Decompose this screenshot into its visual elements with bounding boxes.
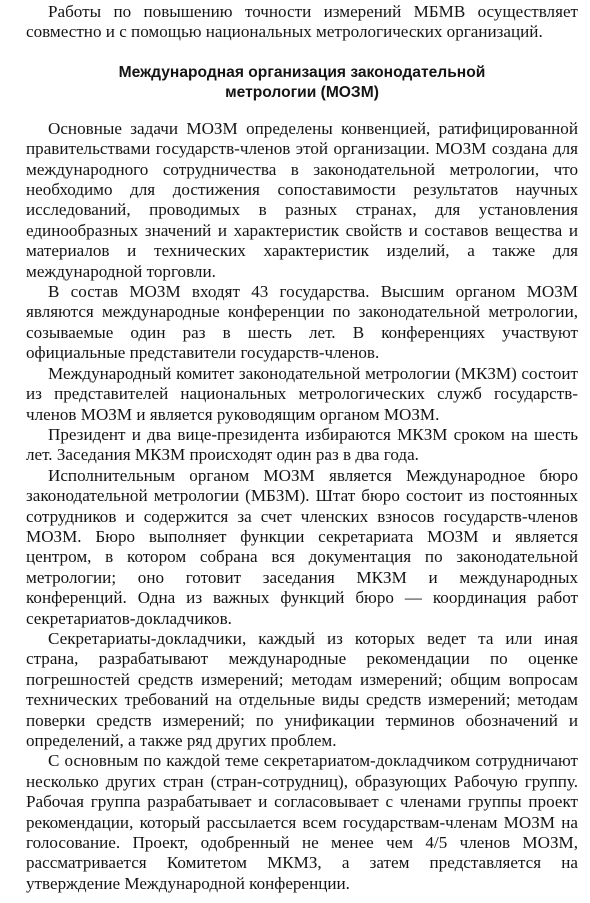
paragraph-president: Президент и два вице-президента избираются МКЗМ сроком на шесть лет. Заседания МКЗМ происходят один раз в два года.: [26, 424, 578, 465]
paragraph-bureau: Исполнительным органом МОЗМ является Международное бюро законодательной метрологии (МБЗМ). Штат бюро состоит из постоянных сотрудников и содержится за счет членских взносов государств-членов МОЗМ. Бюро выполняет функции секретариата МОЗМ и является центром, в котором собрана вся документация по законодательной метрологии; оно готовит заседания МКЗМ и международных конференций. Одна из важных функций бюро — координация работ секретариатов-докладчиков.: [26, 465, 578, 628]
section-heading: [66, 63, 538, 103]
document-page: [26, 2, 578, 894]
section-heading-line-1: Международная организация законодательной: [118, 63, 486, 81]
paragraph-committee: Международный комитет законодательной метрологии (МКЗМ) состоит из представителей национальных метрологических служб государств-членов МОЗМ и является руководящим органом МОЗМ.: [26, 363, 578, 424]
paragraph-working-group: С основным по каждой теме секретариатом-докладчиком сотрудничают несколько других стран (стран-сотрудниц), образующих Рабочую группу. Рабочая группа разрабатывает и согласовывает с членами группы проект рекомендации, который рассылается всем государствам-членам МОЗМ на голосование. Проект, одобренный не менее чем 4/5 членов МОЗМ, рассматривается Комитетом МКМЗ, а затем представляется на утверждение Международной конференции.: [26, 751, 578, 893]
paragraph-tasks: Основные задачи МОЗМ определены конвенцией, ратифицированной правительствами государств-членов этой организации. МОЗМ создана для международного сотрудничества в законодательной метрологии, что необходимо для достижения сопоставимости результатов научных исследований, проводимых в разных странах, для установления единообразных значений и характеристик свойств и составов вещества и материалов и технических характеристик изделий, а также для международной торговли.: [26, 118, 578, 281]
intro-paragraph: Работы по повышению точности измерений МБМВ осуществляет совместно и с помощью национальных метрологических организаций.: [26, 2, 578, 42]
section-heading-line-2: метрологии (МОЗМ): [225, 83, 379, 101]
paragraph-secretariats: Секретариаты-докладчики, каждый из которых ведет та или иная страна, разрабатывают международные рекомендации по оценке погрешностей средств измерений; методам измерений; общим вопросам технических требований на отдельные виды средств измерений; методам поверки средств измерений; по унификации терминов обозначений и определений, а также ряд других проблем.: [26, 628, 578, 750]
paragraph-membership: В состав МОЗМ входят 43 государства. Высшим органом МОЗМ являются международные конференции по законодательной метрологии, созываемые один раз в шесть лет. В конференциях участвуют официальные представители государств-членов.: [26, 282, 578, 363]
